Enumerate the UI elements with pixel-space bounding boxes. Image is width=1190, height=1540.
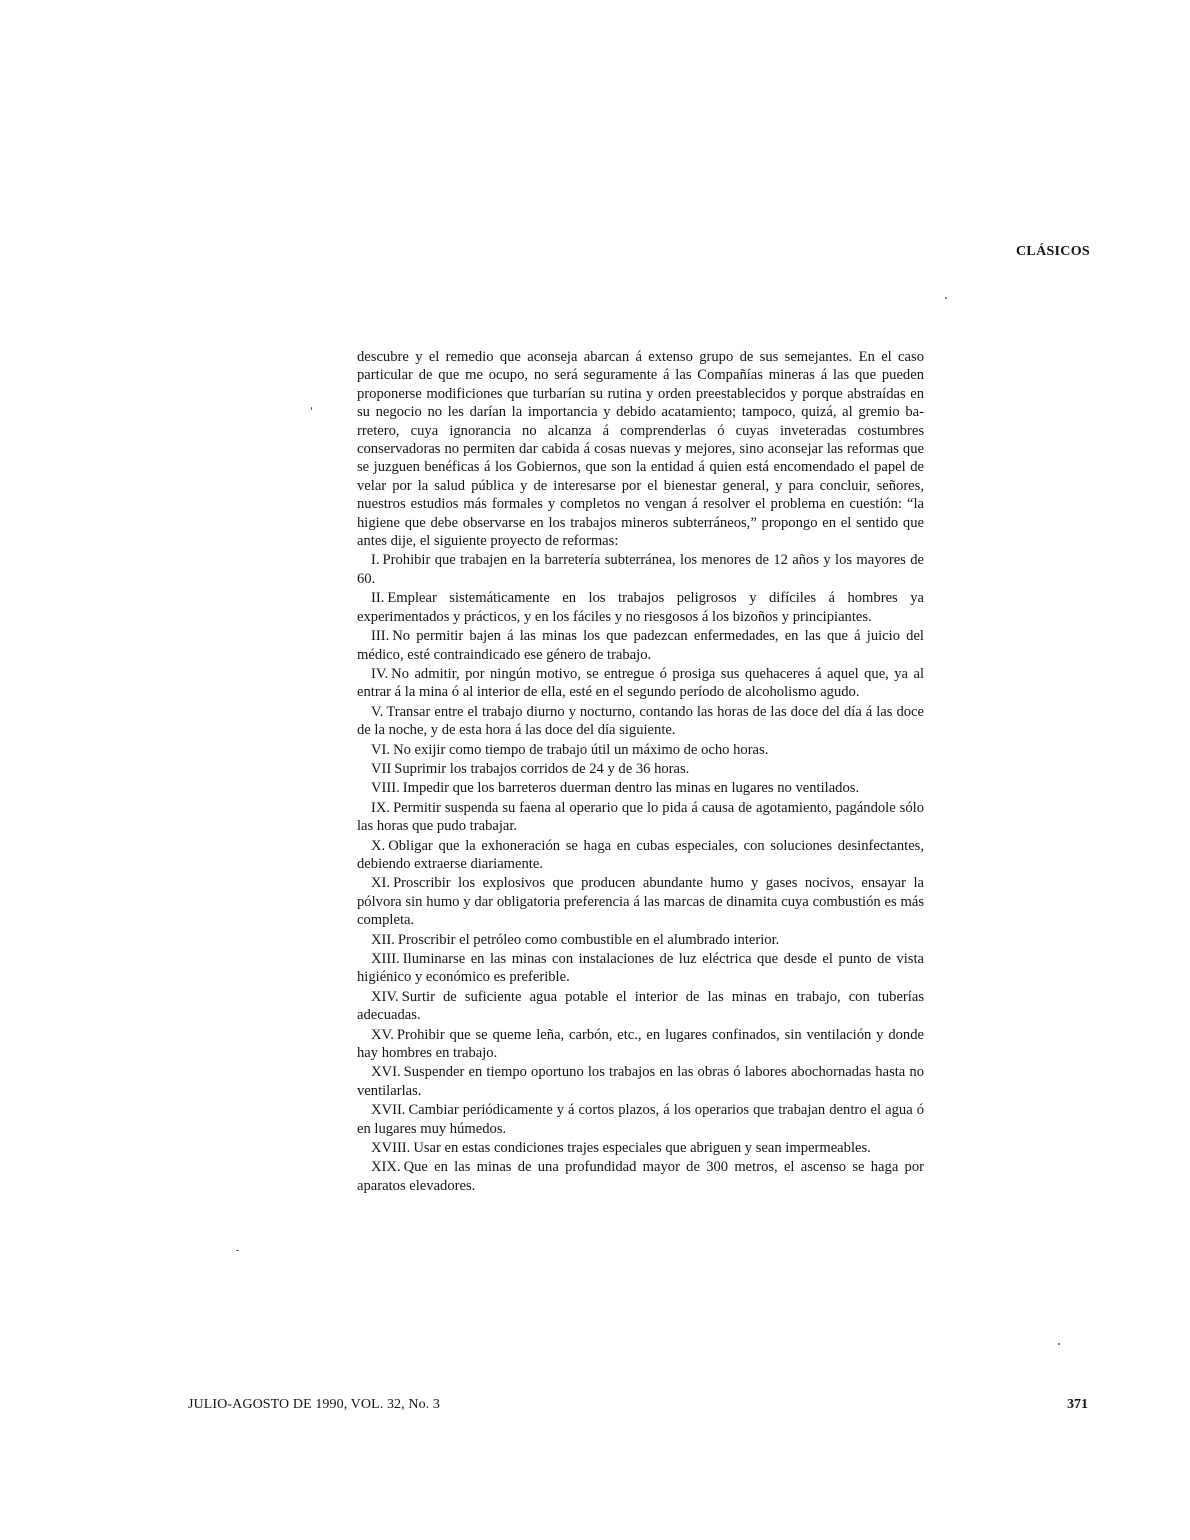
reform-number: XVIII. (371, 1140, 411, 1157)
journal-issue: JULIO-AGOSTO DE 1990, VOL. 32, No. 3 (188, 1397, 440, 1412)
reform-item (357, 627, 924, 664)
reform-number: X. (371, 837, 386, 854)
reform-text: No permitir bajen á las minas los que padezcan enfermedades, en las que á juicio del médico, esté contraindicado ese género de trabajo. (357, 628, 924, 663)
reform-number: VIII. (371, 780, 400, 797)
reform-item (357, 589, 924, 626)
reform-item (357, 665, 924, 702)
reform-number: XVI. (371, 1064, 401, 1081)
reform-text: Impedir que los barreteros duerman dentro las minas en lugares no ventilados. (402, 780, 860, 797)
reform-number: IV. (371, 665, 389, 682)
reform-text: Suprimir los trabajos corridos de 24 y de 36 horas. (394, 760, 690, 777)
reform-number: XV. (371, 1026, 394, 1043)
reform-text: Iluminarse en las minas con instalaciones de luz eléctrica que desde el punto de vista higiénico y económico es preferible. (357, 951, 924, 986)
reform-text: No exijir como tiempo de trabajo útil un máximo de ocho horas. (393, 741, 769, 758)
reform-text: Proscribir el petróleo como combustible en el alumbrado interior. (397, 931, 780, 948)
reform-number: XII. (371, 931, 395, 948)
reform-text: Surtir de suficiente agua potable el interior de las minas en trabajo, con tuberías adecuadas. (357, 988, 924, 1024)
reform-number: IX. (371, 799, 391, 816)
article-body (357, 348, 924, 1195)
reform-item (357, 779, 924, 797)
reform-number: XVII. (371, 1102, 406, 1119)
reform-text: Proscribir los explosivos que producen abundante humo y gases nocivos, ensayar la pólvora sin humo y dar obligatoria preferencia á las marcas de dinamita cuya combustión es más completa. (357, 875, 924, 929)
reform-item (357, 874, 924, 929)
reform-list (357, 551, 924, 1195)
reform-item (357, 1158, 924, 1195)
reform-text: Prohibir que se queme leña, carbón, etc., en lugares confinados, sin ventilación y donde hay hombres en trabajo. (357, 1026, 924, 1062)
reform-item (357, 1026, 924, 1063)
reform-item (357, 988, 924, 1025)
reform-text: Obligar que la exhoneración se haga en cubas especiales, con soluciones desinfectantes, debiendo extraerse diariamente. (357, 837, 924, 872)
scan-speck (311, 407, 312, 410)
reform-text: Suspender en tiempo oportuno los trabajos en las obras ó labores abochornadas hasta no ventilarlas. (357, 1064, 924, 1099)
reform-number: II. (371, 590, 385, 607)
page-number: 371 (1067, 1397, 1088, 1412)
reform-number: XI. (371, 875, 391, 892)
reform-item (357, 799, 924, 836)
section-label: CLÁSICOS (1016, 244, 1090, 259)
reform-item (357, 1101, 924, 1138)
reform-number: I. (371, 552, 380, 569)
reform-number: XIX. (371, 1159, 401, 1176)
reform-text: Cambiar periódicamente y á cortos plazos, á los operarios que trabajan dentro el agua ó en lugares muy húmedos. (357, 1102, 924, 1137)
scan-speck (236, 1250, 239, 1251)
reform-text: Que en las minas de una profundidad mayor de 300 metros, el ascenso se haga por aparatos elevadores. (357, 1159, 924, 1194)
reform-number: VII (371, 760, 392, 777)
reform-item (357, 950, 924, 987)
reform-number: XIV. (371, 988, 399, 1005)
scan-speck (1058, 1343, 1060, 1345)
reform-number: VI. (371, 741, 391, 758)
reform-text: Prohibir que trabajen en la barretería subterránea, los menores de 12 años y los mayores de 60. (357, 552, 924, 587)
reform-text: Emplear sistemáticamente en los trabajos peligrosos y difíciles á hombres ya experimentados y prácticos, y en los fáciles y no riesgosos á los bizoños y principiantes. (357, 590, 924, 625)
reform-number: V. (371, 703, 384, 720)
reform-text: No admitir, por ningún motivo, se entregue ó prosiga sus quehaceres á aquel que, ya al entrar á la mina ó al interior de ella, esté en el segundo período de alcoholismo agudo. (357, 665, 924, 701)
reform-item (357, 703, 924, 740)
reform-item (357, 741, 924, 759)
scan-speck (945, 297, 947, 299)
reform-item (357, 1139, 924, 1157)
reform-item (357, 837, 924, 874)
reform-text: Transar entre el trabajo diurno y nocturno, contando las horas de las doce del día á las doce de la noche, y de esta hora á las doce del día siguiente. (357, 703, 924, 739)
intro-paragraph: descubre y el remedio que aconseja abarcan á extenso grupo de sus semejantes. En el caso particular de que me ocupo, no será seguramente á las Compañías mineras á las que pueden proponerse modificiones que turbarían su rutina y orden preestablecidos y porque abstraídas en su negocio no les darían la importancia y debido acatamiento; tampoco, quizá, al gremio barretero, cuya ignorancia no alcanza á comprenderlas ó cuyas inveteradas costumbres conservadoras no permiten dar cabida á cosas nuevas y mejores, sino aconsejar las reformas que se juzguen benéficas á los Gobiernos, que son la entidad á quien está encomendado el papel de velar por la salud pública y de interesarse por el bienestar general, y para concluir, señores, nuestros estudios más formales y completos no vengan á resolver el problema en cuestión: “la higiene que debe observarse en los trabajos mineros subterráneos,” propongo en el sentido que antes dije, el siguiente proyecto de reformas: (357, 349, 924, 550)
reform-number: III. (371, 628, 390, 645)
reform-item (357, 931, 924, 949)
reform-text: Permitir suspenda su faena al operario que lo pida á causa de agotamiento, pagándole sólo las horas que pudo trabajar. (357, 799, 924, 835)
reform-item (357, 551, 924, 588)
reform-text: Usar en estas condiciones trajes especiales que abriguen y sean impermeables. (413, 1140, 871, 1157)
reform-item (357, 760, 924, 778)
reform-number: XIII. (371, 951, 400, 967)
reform-item (357, 1063, 924, 1100)
